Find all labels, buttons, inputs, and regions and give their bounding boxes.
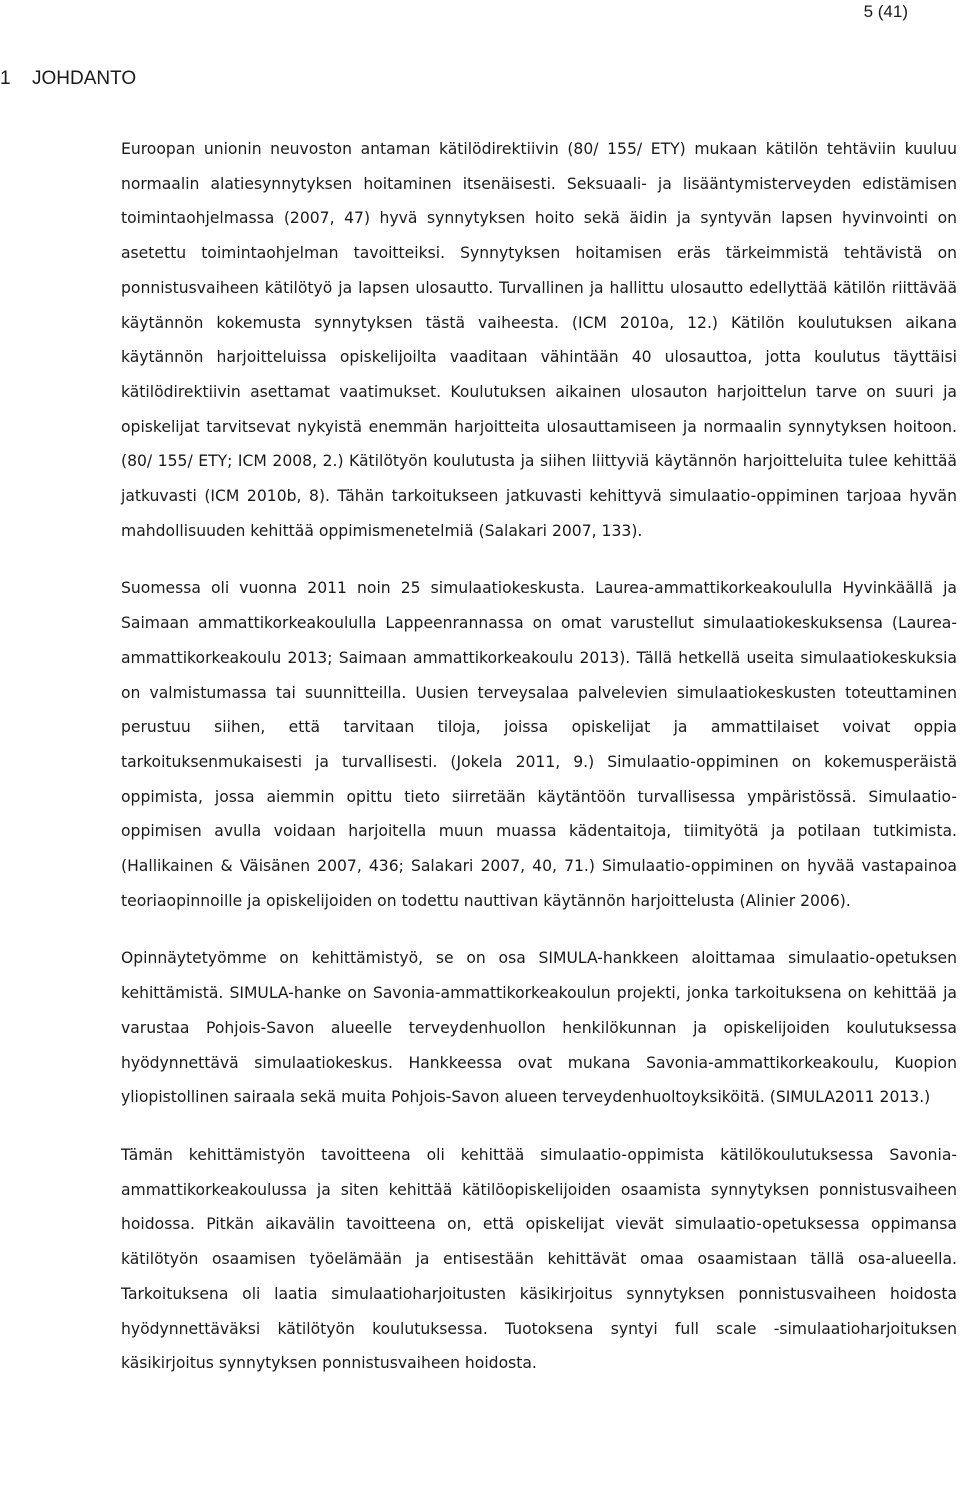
chapter-title: JOHDANTO <box>32 68 137 89</box>
chapter-number: 1 <box>0 68 11 89</box>
paragraph: Tämän kehittämistyön tavoitteena oli kehittää simulaatio-oppimista kätilökoulutuksessa Savonia-ammattikorkeakoulussa ja siten kehittää kätilöopiskelijoiden osaamista synnytyksen ponnistusvaiheen hoidossa. Pitkän aikavälin tavoitteena on, että opiskelijat vievät simulaatio-opetuksessa oppimansa kätilötyön osaamisen työelämään ja entisestään kehittävät omaa osaamistaan tällä osa-alueella. Tarkoituksena oli laatia simulaatioharjoitusten käsikirjoitus synnytyksen ponnistusvaiheen hoidosta hyödynnettäväksi kätilötyön koulutuksessa. Tuotoksena syntyi full scale -simulaatioharjoituksen käsikirjoitus synnytyksen ponnistusvaiheen hoidosta. <box>121 1145 957 1373</box>
page-number: 5 (41) <box>863 2 908 21</box>
paragraph: Opinnäytetyömme on kehittämistyö, se on osa SIMULA-hankkeen aloittamaa simulaatio-opetuksen kehittämistä. SIMULA-hanke on Savonia-ammattikorkeakoulun projekti, jonka tarkoituksena on kehittää ja varustaa Pohjois-Savon alueelle terveydenhuollon henkilökunnan ja opiskelijoiden koulutuksessa hyödynnettävä simulaatiokeskus. Hankkeessa ovat mukana Savonia-ammattikorkeakoulu, Kuopion yliopistollinen sairaala sekä muita Pohjois-Savon alueen terveydenhuoltoyksiköitä. (SIMULA2011 2013.) <box>121 949 957 1107</box>
body-text <box>121 132 957 1404</box>
paragraph: Suomessa oli vuonna 2011 noin 25 simulaatiokeskusta. Laurea-ammattikorkeakoululla Hyvinkäällä ja Saimaan ammattikorkeakoululla Lappeenrannassa on omat varustellut simulaatiokeskuksensa (Laurea-ammattikorkeakoulu 2013; Saimaan ammattikorkeakoulu 2013). Tällä hetkellä useita simulaatiokeskuksia on valmistumassa tai suunnitteilla. Uusien terveysalaa palvelevien simulaatiokeskusten toteuttaminen perustuu siihen, että tarvitaan tiloja, joissa opiskelijat ja ammattilaiset voivat oppia tarkoituksenmukaisesti ja turvallisesti. (Jokela 2011, 9.) Simulaatio-oppiminen on kokemusperäistä oppimista, jossa aiemmin opittu tieto siirretään käytäntöön turvallisessa ympäristössä. Simulaatio-oppimisen avulla voidaan harjoitella muun muassa kädentaitoja, tiimityötä ja potilaan tutkimista. (Hallikainen & Väisänen 2007, 436; Salakari 2007, 40, 71.) Simulaatio-oppiminen on hyvää vastapainoa teoriaopinnoille ja opiskelijoiden on todettu nauttivan käytännön harjoittelusta (Alinier 2006). <box>121 579 957 910</box>
chapter-heading <box>0 68 136 90</box>
paragraph: Euroopan unionin neuvoston antaman kätilödirektiivin (80/ 155/ ETY) mukaan kätilön tehtäviin kuuluu normaalin alatiesynnytyksen hoitaminen itsenäisesti. Seksuaali- ja lisääntymisterveyden edistämisen toimintaohjelmassa (2007, 47) hyvä synnytyksen hoito sekä äidin ja syntyvän lapsen hyvinvointi on asetettu toimintaohjelman tavoitteiksi. Synnytyksen hoitamisen eräs tärkeimmistä tehtävistä on ponnistusvaiheen kätilötyö ja lapsen ulosautto. Turvallinen ja hallittu ulosautto edellyttää kätilön riittävää käytännön kokemusta synnytyksen tästä vaiheesta. (ICM 2010a, 12.) Kätilön koulutuksen aikana käytännön harjoitteluissa opiskelijoilta vaaditaan vähintään 40 ulosauttoa, jotta koulutus täyttäisi kätilödirektiivin asettamat vaatimukset. Koulutuksen aikainen ulosauton harjoittelun tarve on suuri ja opiskelijat tarvitsevat nykyistä enemmän harjoitteita ulosauttamiseen ja normaalin synnytyksen hoitoon. (80/ 155/ ETY; ICM 2008, 2.) Kätilötyön koulutusta ja siihen liittyviä käytännön harjoitteluita tulee kehittää jatkuvasti (ICM 2010b, 8). Tähän tarkoitukseen jatkuvasti kehittyvä simulaatio-oppiminen tarjoaa hyvän mahdollisuuden kehittää oppimismenetelmiä (Salakari 2007, 133). <box>121 140 957 540</box>
